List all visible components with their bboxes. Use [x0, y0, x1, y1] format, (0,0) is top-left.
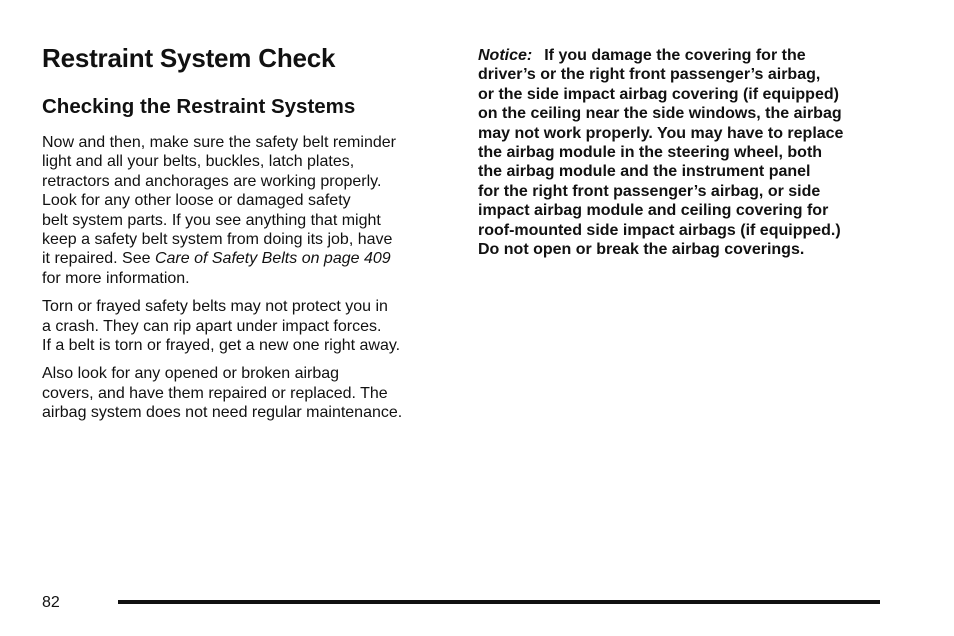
- notice-line: may not work properly. You may have to replace: [478, 124, 844, 142]
- notice-label: Notice:: [478, 47, 533, 64]
- see-prefix: it repaired. See: [42, 250, 155, 268]
- notice-line: driver’s or the right front passenger’s airbag,: [478, 66, 821, 84]
- text-line: belt system parts. If you see anything that might: [42, 211, 381, 229]
- section-title: Checking the Restraint Systems: [42, 95, 356, 118]
- notice-line: for the right front passenger’s airbag, or side: [478, 182, 821, 200]
- notice-line: roof-mounted side impact airbags (if equipped.): [478, 221, 841, 239]
- notice-line: the airbag module and the instrument panel: [478, 163, 811, 181]
- left-column: [42, 42, 452, 423]
- footer-divider: [118, 600, 880, 604]
- paragraph-check-belts: [42, 133, 452, 288]
- text-line: If a belt is torn or frayed, get a new one right away.: [42, 337, 401, 355]
- text-line: covers, and have them repaired or replaced. The: [42, 384, 388, 402]
- notice-line: the airbag module in the steering wheel, both: [478, 144, 823, 162]
- notice-block: [478, 46, 898, 259]
- text-line: keep a safety belt system from doing its job, have: [42, 231, 393, 249]
- text-line: airbag system does not need regular maintenance.: [42, 404, 403, 422]
- text-line: Look for any other loose or damaged safety: [42, 192, 351, 210]
- notice-line: impact airbag module and ceiling covering for: [478, 202, 829, 220]
- text-line: Now and then, make sure the safety belt reminder: [42, 134, 396, 151]
- notice-text: If you damage the covering for the: [544, 47, 806, 64]
- text-line: Torn or frayed safety belts may not protect you in: [42, 298, 388, 316]
- page-title: Restraint System Check: [42, 43, 336, 73]
- page-number: 82: [42, 594, 60, 611]
- text-line: for more information.: [42, 269, 190, 287]
- page-reference-link[interactable]: Care of Safety Belts on page 409: [154, 250, 391, 268]
- paragraph-airbag-covers: [42, 364, 452, 422]
- text-line: light and all your belts, buckles, latch plates,: [42, 153, 355, 171]
- paragraph-torn-belts: [42, 297, 452, 355]
- notice-line: or the side impact airbag covering (if equipped): [478, 85, 839, 103]
- notice-first-line: [478, 46, 898, 65]
- text-line: Also look for any opened or broken airbag: [42, 365, 340, 383]
- notice-line: on the ceiling near the side windows, the airbag: [478, 105, 842, 123]
- notice-line: Do not open or break the airbag coverings.: [478, 241, 805, 259]
- text-line: retractors and anchorages are working properly.: [42, 172, 382, 190]
- text-line: a crash. They can rip apart under impact forces.: [42, 317, 382, 335]
- text-line-with-reference: [42, 249, 452, 268]
- right-column: [478, 46, 898, 259]
